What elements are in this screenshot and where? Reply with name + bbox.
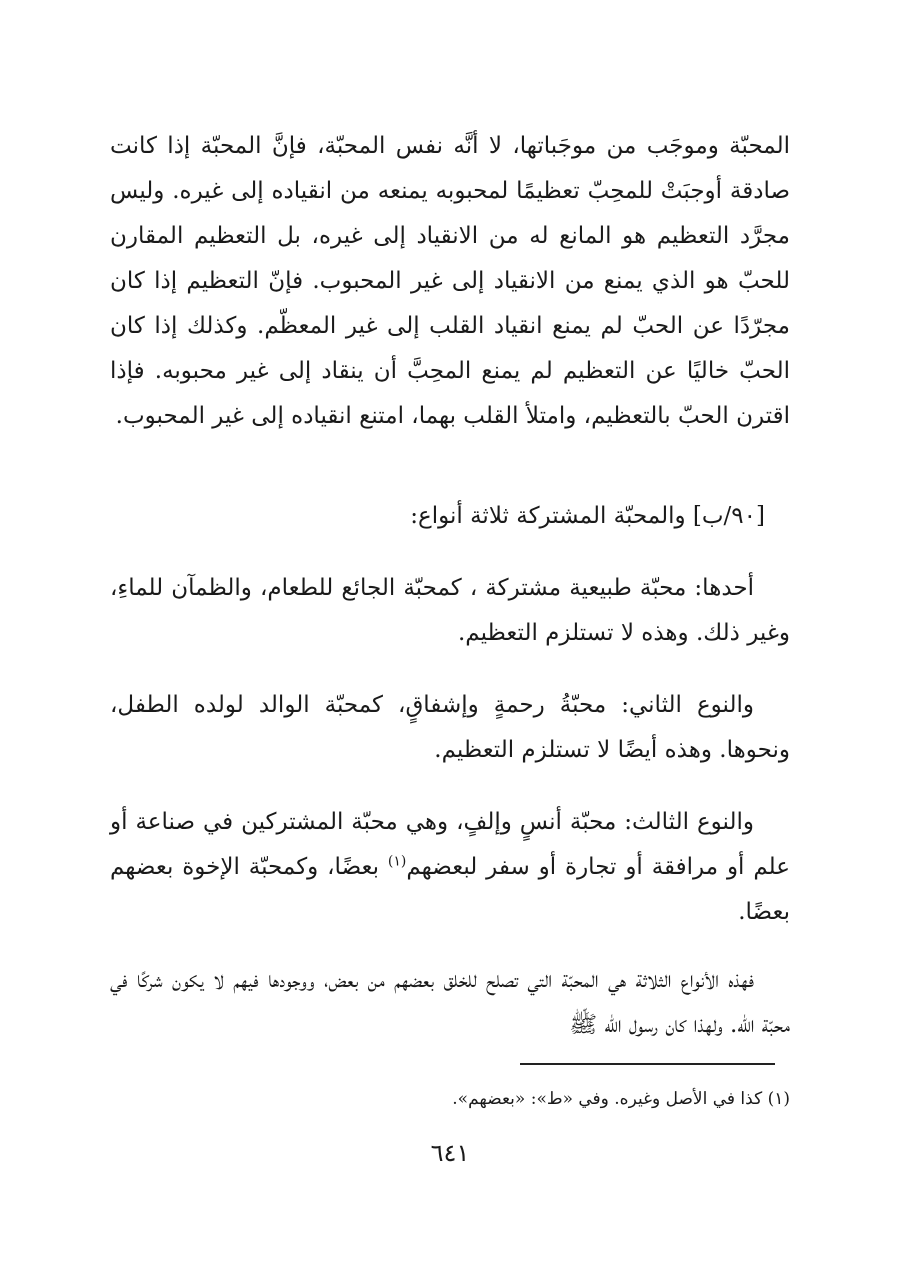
paragraph-3	[110, 683, 790, 773]
paragraph-2-text: أحدها: محبّة طبيعية مشتركة ، كمحبّة الجائع للطعام، والظمآن للماءِ، وغير ذلك. وهذه لا تستلزم التعظيم.	[110, 575, 790, 646]
footnote-separator	[520, 1063, 775, 1065]
paragraph-4-text	[110, 800, 790, 935]
paragraph-5	[110, 958, 790, 1048]
section-heading	[110, 494, 765, 539]
paragraph-4	[110, 800, 790, 935]
paragraph-4-text-start: والنوع الثالث: محبّة أنسٍ وإلفٍ، وهي محبّة المشتركين في صناعة أو علم أو مرافقة أو تجارة أو سفر لبعضهم	[110, 809, 790, 880]
paragraph-1-text: المحبّة وموجَب من موجَباتها، لا أنَّه نفس المحبّة، فإنَّ المحبّة إذا كانت صادقة أوجبَتْ للمحِبّ تعظيمًا لمحبوبه يمنعه من انقياده إلى غيره. وليس مجرَّد التعظيم هو المانع له من الانقياد إلى غيره، بل التعظيم المقارن للحبّ هو الذي يمنع من الانقياد إلى غير المحبوب. فإنّ التعظيم إذا كان مجرّدًا عن الحبّ لم يمنع انقياد القلب إلى غير المعظّم. وكذلك إذا كان الحبّ خاليًا عن التعظيم لم يمنع المحِبَّ أن ينقاد إلى غير محبوبه. فإذا اقترن الحبّ بالتعظيم، وامتلأ القلب بهما، امتنع انقياده إلى غير المحبوب.	[110, 133, 790, 429]
paragraph-5-text: فهذه الأنواع الثلاثة هي المحبّة التي تصلح للخلق بعضهم من بعض، ووجودها فيهم لا يكون شركًا في محبّة الله. ولهذا كان رسول الله ﷺ	[110, 967, 790, 1038]
footnote-text: (١) كذا في الأصل وغيره. وفي «ط»: «بعضهم».	[452, 1089, 790, 1109]
page-number: ٦٤١	[430, 1139, 470, 1167]
paragraph-3-text: والنوع الثاني: محبّةُ رحمةٍ وإشفاقٍ، كمحبّة الوالد لولده الطفل، ونحوها. وهذه أيضًا لا تستلزم التعظيم.	[110, 692, 790, 763]
paragraph-2	[110, 566, 790, 656]
paragraph-1	[110, 124, 790, 439]
footnote-marker: (١)	[387, 853, 407, 870]
footnote	[300, 1085, 790, 1113]
paragraph-4-text-end: بعضًا، وكمحبّة الإخوة بعضهم بعضًا.	[110, 854, 790, 925]
section-heading-text: [٩٠/ب] والمحبّة المشتركة ثلاثة أنواع:	[410, 503, 765, 529]
